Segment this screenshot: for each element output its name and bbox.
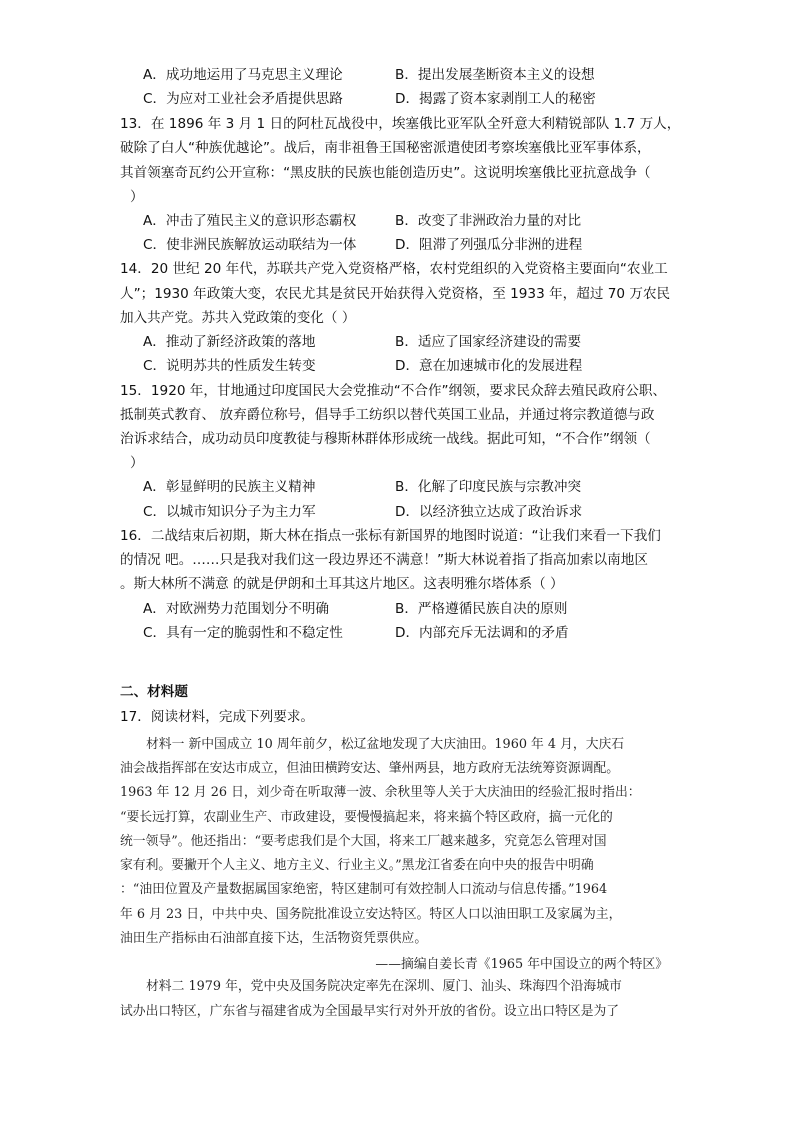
q13-stem-line-2: 破除了白人“种族优越论”。战后，南非祖鲁王国秘密派遣使团考察埃塞俄比亚军事体系，	[120, 140, 651, 156]
q13-option-d[interactable]: D．阻滞了列强瓜分非洲的进程	[395, 237, 583, 253]
q16-stem-line-1: 16．二战结束后初期，斯大林在指点一张标有新国界的地图时说道：“让我们来看一下我们	[120, 528, 661, 544]
q15-option-b[interactable]: B．化解了印度民族与宗教冲突	[395, 479, 582, 495]
q16-stem-line-2: 的情况 吧。……只是我对我们这一段边界还不满意！”斯大林说着指了指高加索以南地区	[120, 552, 648, 568]
q13-stem-line-4: ）	[130, 189, 144, 205]
q14-option-b[interactable]: B．适应了国家经济建设的需要	[395, 334, 582, 350]
material1-line-6: 家有利。要撇开个人主义、地方主义、行业主义。”黑龙江省委在向中央的报告中明确	[120, 858, 594, 873]
q13-stem-line-3: 其首领塞奇瓦约公开宣称：“黑皮肤的民族也能创造历史”。这说明埃塞俄比亚抗意战争（	[120, 165, 651, 181]
q16-option-d[interactable]: D．内部充斥无法调和的矛盾	[395, 625, 569, 641]
q14-stem-line-1: 14．20 世纪 20 年代，苏联共产党入党资格严格，农村党组织的入党资格主要面向“农业工	[120, 261, 668, 277]
q16-option-b[interactable]: B．严格遵循民族自决的原则	[395, 601, 568, 617]
material1-line-7: ：“油田位置及产量数据属国家绝密，特区建制可有效控制人口流动与信息传播。”1964	[120, 882, 608, 897]
q12-option-a[interactable]: A．成功地运用了马克思主义理论	[143, 67, 343, 83]
q12-option-c[interactable]: C．为应对工业社会矛盾提供思路	[143, 91, 343, 107]
material1-source: ——摘编自姜长青《1965 年中国设立的两个特区》	[375, 957, 668, 972]
material2-line-2: 试办出口特区，广东省与福建省成为全国最早实行对外开放的省份。设立出口特区是为了	[120, 1004, 620, 1019]
material1-line-8: 年 6 月 23 日，中共中央、国务院批准设立安达特区。特区人口以油田职工及家属为主，	[120, 907, 622, 922]
q15-option-d[interactable]: D．以经济独立达成了政治诉求	[395, 504, 583, 520]
q16-stem-line-3: 。斯大林所不满意 的就是伊朗和土耳其这片地区。这表明雅尔塔体系（ ）	[120, 576, 564, 592]
material1-line-2: 油会战指挥部在安达市成立，但油田横跨安达、肇州两县，地方政府无法统筹资源调配。	[120, 761, 620, 776]
q13-option-c[interactable]: C．使非洲民族解放运动联结为一体	[143, 237, 357, 253]
material1-line-5: 统一领导”。他还指出：“要考虑我们是个大国，将来工厂越来越多，究竟怎么管理对国	[120, 834, 607, 849]
q14-option-d[interactable]: D．意在加速城市化的发展进程	[395, 358, 583, 374]
q15-stem-line-4: ）	[130, 455, 144, 471]
material1-line-3: 1963 年 12 月 26 日，刘少奇在听取薄一波、余秋里等人关于大庆油田的经验汇报时指出：	[120, 785, 641, 800]
q14-stem-line-2: 人”；1930 年政策大变，农民尤其是贫民开始获得入党资格，至 1933 年，超过 70 万农民	[120, 286, 671, 302]
q15-stem-line-1: 15．1920 年，甘地通过印度国民大会党推动“不合作”纲领，要求民众辞去殖民政府公职、	[120, 383, 667, 399]
section-title: 二、材料题	[120, 684, 188, 700]
q12-option-b[interactable]: B．提出发展垄断资本主义的设想	[395, 67, 595, 83]
material1-line-1: 材料一 新中国成立 10 周年前夕，松辽盆地发现了大庆油田。1960 年 4 月，大庆石	[146, 737, 625, 752]
q15-option-a[interactable]: A．彰显鲜明的民族主义精神	[143, 479, 316, 495]
q14-option-c[interactable]: C．说明苏共的性质发生转变	[143, 358, 316, 374]
material2-line-1: 材料二 1979 年，党中央及国务院决定率先在深圳、厦门、汕头、珠海四个沿海城市	[146, 979, 622, 994]
q13-stem-line-1: 13．在 1896 年 3 月 1 日的阿杜瓦战役中，埃塞俄比亚军队全歼意大利精锐部队 1.7 万人，	[120, 116, 681, 132]
q15-stem-line-2: 抵制英式教育、 放弃爵位称号，倡导手工纺织以替代英国工业品，并通过将宗教道德与政	[120, 407, 655, 423]
q15-stem-line-3: 治诉求结合，成功动员印度教徒与穆斯林群体形成统一战线。据此可知，“不合作”纲领（	[120, 431, 651, 447]
q13-option-a[interactable]: A．冲击了殖民主义的意识形态霸权	[143, 213, 357, 229]
material1-line-4: “要长远打算，农副业生产、市政建设，要慢慢搞起来，将来搞个特区政府，搞一元化的	[120, 810, 613, 825]
q17-stem: 17．阅读材料，完成下列要求。	[120, 709, 315, 725]
q16-option-a[interactable]: A．对欧洲势力范围划分不明确	[143, 601, 330, 617]
q12-option-d[interactable]: D．揭露了资本家剥削工人的秘密	[395, 91, 596, 107]
q14-option-a[interactable]: A．推动了新经济政策的落地	[143, 334, 316, 350]
q15-option-c[interactable]: C．以城市知识分子为主力军	[143, 504, 316, 520]
material1-line-9: 油田生产指标由石油部直接下达，生活物资凭票供应。	[120, 931, 428, 946]
q16-option-c[interactable]: C．具有一定的脆弱性和不稳定性	[143, 625, 343, 641]
q14-stem-line-3: 加入共产党。苏共入党政策的变化（ ）	[120, 310, 356, 326]
q13-option-b[interactable]: B．改变了非洲政治力量的对比	[395, 213, 582, 229]
